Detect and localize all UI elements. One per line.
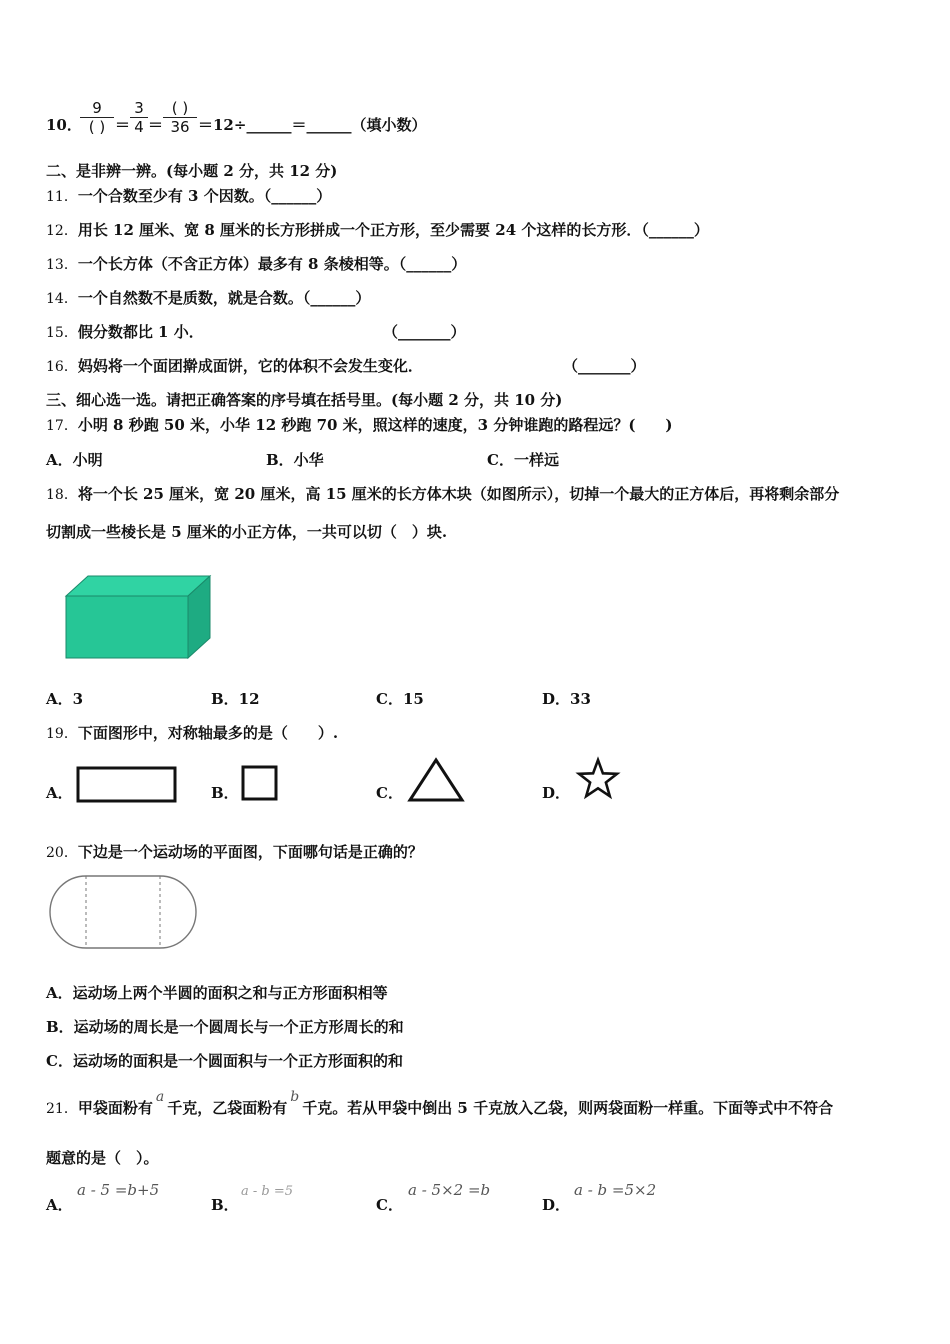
equals-sign: ＝ [115,116,131,134]
option-b-label[interactable]: B． [211,784,239,802]
q10-number: 10． [46,116,82,134]
question-text: 一个长方体（不含正方体）最多有 8 条棱相等。（______） [77,255,467,273]
question-text: 一个合数至少有 3 个因数。（______） [77,187,332,205]
question-number: 13． [46,257,78,273]
equals-sign: ＝ [148,116,164,134]
fraction-denominator: 36 [170,118,190,136]
fraction-numerator: ( ) [171,99,189,117]
question-number: 18． [46,487,78,503]
option-a[interactable]: A．运动场上两个半圆的面积之和与正方形面积相等 [46,984,388,1002]
q10-fraction-2 [130,100,148,135]
option-d-label[interactable]: D． [542,784,571,802]
option-c[interactable]: C．15 [376,690,424,708]
formula-d[interactable]: a - b =5×2 [574,1181,657,1199]
option-c-label[interactable]: C． [376,784,403,802]
question-text: 假分数都比 1 小． [77,323,204,341]
rectangle-icon[interactable] [76,766,178,804]
fraction-numerator: 9 [92,99,102,117]
fraction-denominator: 4 [134,118,144,136]
cuboid-figure [60,570,216,664]
question-number: 20． [46,845,78,861]
option-b[interactable]: B．小华 [266,451,324,469]
square-icon[interactable] [241,765,279,801]
question-11 [46,186,331,207]
question-number: 14． [46,291,78,307]
option-a-label[interactable]: A． [46,1196,73,1214]
option-a-label[interactable]: A． [46,784,73,802]
option-c-label[interactable]: C． [376,1196,403,1214]
section-3-heading: 三、细心选一选。请把正确答案的序号填在括号里。(每小题 2 分，共 10 分) [46,391,563,409]
question-text: 千克，乙袋面粉有 [167,1099,288,1117]
formula-a[interactable]: a - 5 =b+5 [77,1181,160,1199]
answer-blank[interactable]: （_______） [563,357,646,375]
question-20 [46,842,423,863]
question-number: 17． [46,418,78,434]
question-text: 将一个长 25 厘米，宽 20 厘米，高 15 厘米的长方体木块（如图所示），切掉一个最大的正方体后，再将剩余部分 [77,485,840,503]
question-12 [46,220,709,241]
q10-fraction-1 [80,100,114,135]
question-18-line-2: 切割成一些棱长是 5 厘米的小正方体，一共可以切（ ）块. [46,523,448,541]
formula-b[interactable]: a - b =5 [241,1184,294,1199]
triangle-icon[interactable] [406,756,466,804]
question-number: 12． [46,223,78,239]
question-text: 下边是一个运动场的平面图，下面哪句话是正确的？ [77,843,423,861]
question-text: 千克。若从甲袋中倒出 5 千克放入乙袋，则两袋面粉一样重。下面等式中不符合 [302,1099,834,1117]
fraction-denominator: ( ) [88,118,106,136]
stadium-plan-figure [46,872,200,952]
variable-a: a [155,1089,165,1105]
question-21-line-2: 题意的是（ ）。 [46,1149,159,1167]
option-b[interactable]: B．运动场的周长是一个圆周长与一个正方形周长的和 [46,1018,404,1036]
question-21 [46,1089,834,1119]
question-15 [46,322,204,343]
formula-c[interactable]: a - 5×2 =b [408,1181,491,1199]
option-b[interactable]: B．12 [211,690,260,708]
q10-fraction-3 [163,100,197,135]
option-a[interactable]: A．3 [46,690,84,708]
question-number: 21． [46,1101,78,1117]
question-number: 15． [46,325,78,341]
answer-blank[interactable]: （_______） [383,323,466,341]
question-text: 小明 8 秒跑 50 米，小华 12 秒跑 70 米，照这样的速度，3 分钟谁跑的路程远？( ) [77,416,673,434]
question-text: 妈妈将一个面团擀成面饼，它的体积不会发生变化． [77,357,423,375]
question-19 [46,723,338,744]
variable-b: b [290,1089,300,1105]
option-a[interactable]: A．小明 [46,451,103,469]
question-text: 甲袋面粉有 [77,1099,153,1117]
section-2-heading: 二、是非辨一辨。(每小题 2 分，共 12 分) [46,162,338,180]
question-16 [46,356,423,377]
question-text: 下面图形中，对称轴最多的是（ ）. [77,724,339,742]
question-text: 用长 12 厘米、宽 8 厘米的长方形拼成一个正方形，至少需要 24 个这样的长方形．（______） [77,221,709,239]
option-d-label[interactable]: D． [542,1196,571,1214]
fraction-numerator: 3 [134,99,144,117]
option-c[interactable]: C．一样远 [487,451,559,469]
cuboid-front-face [66,596,188,658]
star-icon[interactable] [574,756,622,804]
option-c[interactable]: C．运动场的面积是一个圆面积与一个正方形面积的和 [46,1052,403,1070]
option-d[interactable]: D．33 [542,690,591,708]
cuboid-top-face [66,576,210,596]
question-17 [46,415,673,436]
question-14 [46,288,370,309]
option-b-label[interactable]: B． [211,1196,239,1214]
question-number: 16． [46,359,78,375]
question-13 [46,254,466,275]
question-text: 一个自然数不是质数，就是合数。（______） [77,289,371,307]
question-number: 19． [46,726,78,742]
question-number: 11． [46,189,78,205]
question-18 [46,484,839,505]
q10-tail: ＝12÷______＝______（填小数） [198,116,427,134]
